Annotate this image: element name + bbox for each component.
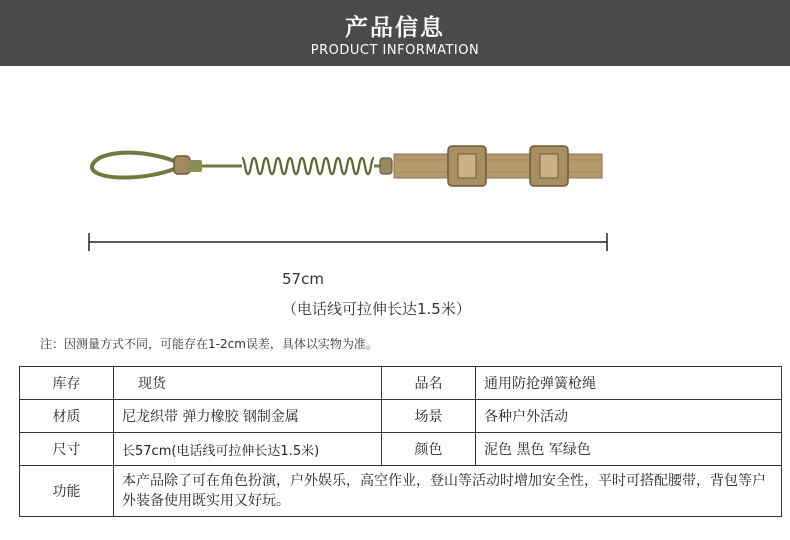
length-ruler — [88, 230, 608, 254]
stock-value: 现货 — [114, 367, 382, 400]
stock-label: 库存 — [20, 367, 114, 400]
color-label: 颜色 — [382, 433, 476, 466]
product-photo — [82, 138, 612, 198]
header-banner — [0, 0, 790, 66]
specs-table — [19, 366, 782, 517]
scene-label: 场景 — [382, 400, 476, 433]
name-value: 通用防抢弹簧枪绳 — [476, 367, 782, 400]
measurement-disclaimer: 注：因测量方式不同，可能存在1-2cm误差，具体以实物为准。 — [40, 337, 378, 351]
stretch-note: （电话线可拉伸长达1.5米） — [282, 300, 471, 318]
table-row — [20, 400, 782, 433]
name-label: 品名 — [382, 367, 476, 400]
color-value: 泥色 黑色 军绿色 — [476, 433, 782, 466]
material-label: 材质 — [20, 400, 114, 433]
page-subtitle: PRODUCT INFORMATION — [310, 43, 480, 58]
material-value: 尼龙织带 弹力橡胶 钢制金属 — [114, 400, 382, 433]
size-label: 尺寸 — [20, 433, 114, 466]
scene-value: 各种户外活动 — [476, 400, 782, 433]
length-measurement: 57cm — [282, 270, 324, 288]
function-value: 本产品除了可在角色扮演，户外娱乐，高空作业，登山等活动时增加安全性，平时可搭配腰带，背包等户外装备使用既实用又好玩。 — [114, 466, 782, 517]
page-title: 产品信息 — [345, 15, 445, 41]
size-value: 长57cm(电话线可拉伸长达1.5米) — [114, 433, 382, 466]
table-row — [20, 367, 782, 400]
table-row — [20, 433, 782, 466]
table-row — [20, 466, 782, 517]
function-label: 功能 — [20, 466, 114, 517]
